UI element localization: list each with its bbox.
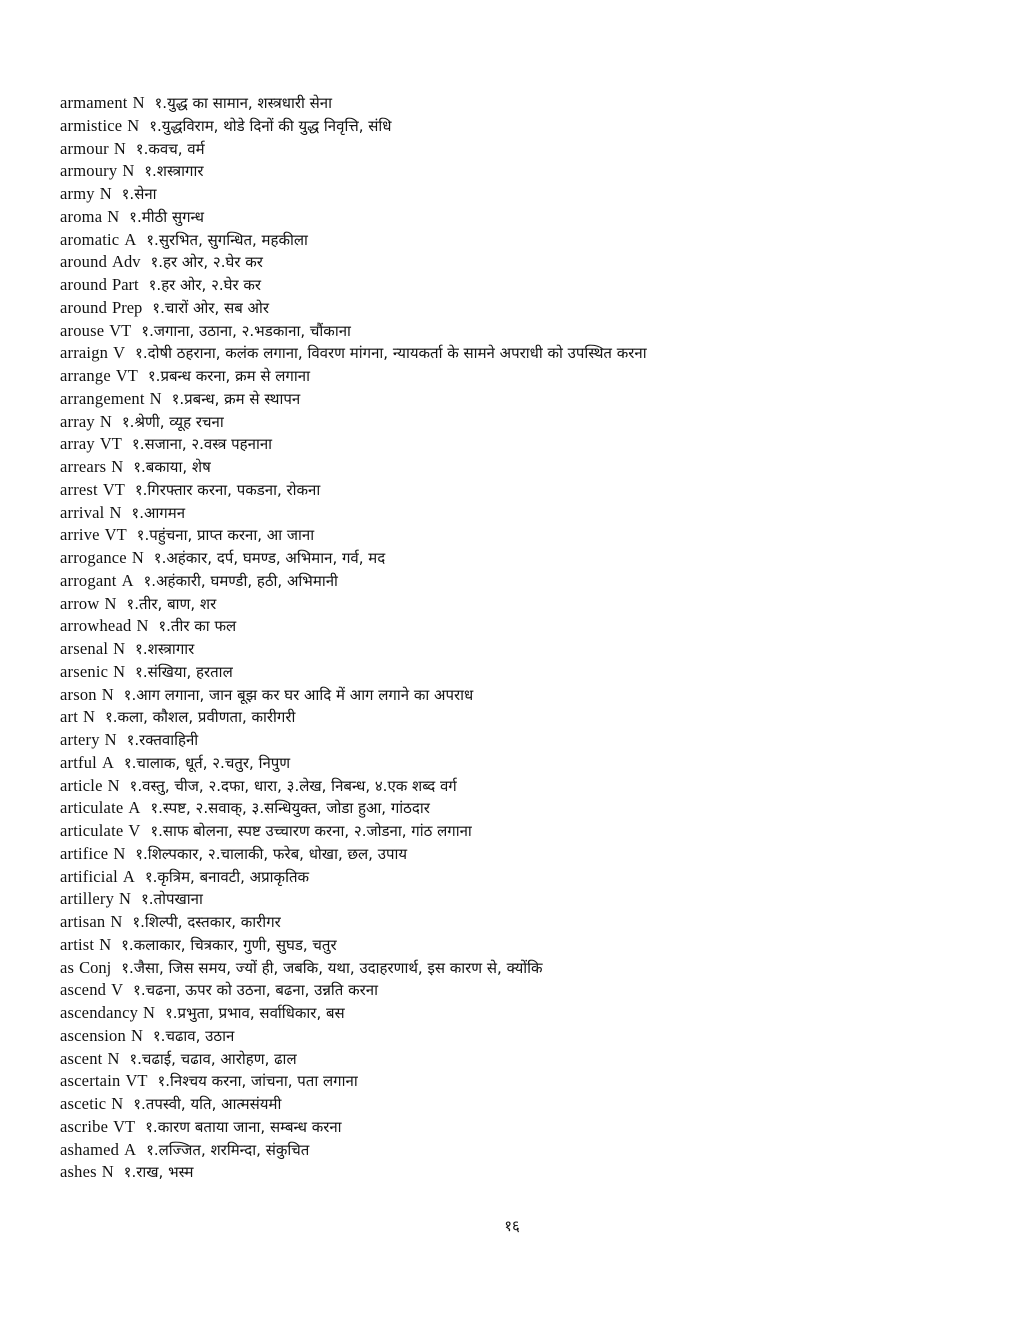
entry-part-of-speech: N — [132, 93, 145, 112]
entry-part-of-speech: A — [128, 798, 141, 818]
dictionary-entry — [60, 888, 980, 911]
entry-gloss: १.लज्जित, शरमिन्दा, संकुचित — [146, 1140, 310, 1159]
entry-gloss: १.कवच, वर्म — [135, 139, 205, 158]
entry-part-of-speech: N — [99, 184, 112, 203]
entry-part-of-speech: Prep — [112, 297, 143, 317]
dictionary-entry — [60, 1002, 980, 1025]
entry-part-of-speech: A — [121, 570, 134, 590]
entry-headword: articulate — [60, 798, 124, 818]
dictionary-entry — [60, 1093, 980, 1116]
entry-headword: aromatic — [60, 229, 120, 249]
entry-headword: arrears — [60, 457, 107, 476]
entry-gloss: १.मीठी सुगन्ध — [129, 207, 204, 226]
dictionary-entry — [60, 684, 980, 707]
entry-headword: artifice — [60, 843, 109, 863]
entry-part-of-speech: N — [131, 548, 144, 567]
entry-part-of-speech: VT — [115, 366, 138, 385]
entry-part-of-speech: N — [113, 661, 126, 681]
entry-gloss: १.चढाव, उठान — [152, 1026, 235, 1045]
entry-part-of-speech: N — [143, 1003, 155, 1022]
entry-list — [60, 92, 980, 1184]
entry-headword: article — [60, 775, 103, 795]
entry-gloss: १.दोषी ठहराना, कलंक लगाना, विवरण मांगना, न्यायकर्ता के सामने अपराधी को उपस्थित करना — [135, 344, 647, 363]
entry-headword: armistice — [60, 115, 123, 135]
entry-part-of-speech: VT — [99, 434, 122, 454]
entry-headword: artist — [60, 934, 95, 954]
entry-part-of-speech: A — [124, 229, 137, 249]
entry-headword: articulate — [60, 821, 124, 840]
dictionary-entry — [60, 388, 980, 411]
dictionary-entry — [60, 524, 980, 547]
entry-part-of-speech: VT — [109, 320, 132, 340]
entry-gloss: १.गिरफ्तार करना, पकडना, रोकना — [134, 480, 321, 499]
entry-part-of-speech: N — [104, 593, 117, 613]
entry-gloss: १.तीर का फल — [158, 617, 237, 636]
entry-headword: array — [60, 411, 95, 431]
entry-headword: ascribe — [60, 1116, 109, 1136]
entry-gloss: १.अहंकारी, घमण्डी, हठी, अभिमानी — [143, 571, 338, 590]
entry-headword: arrange — [60, 366, 111, 385]
entry-gloss: १.सुरभित, सुगन्धित, महकीला — [146, 230, 308, 249]
dictionary-entry — [60, 479, 980, 502]
entry-gloss: १.निश्चय करना, जांचना, पता लगाना — [157, 1072, 358, 1091]
dictionary-entry — [60, 820, 980, 843]
entry-part-of-speech: N — [101, 1162, 114, 1182]
entry-headword: arrangement — [60, 388, 145, 408]
dictionary-entry — [60, 365, 980, 388]
entry-part-of-speech: A — [124, 1139, 137, 1159]
entry-gloss: १.सेना — [121, 185, 157, 203]
dictionary-entry — [60, 183, 980, 206]
dictionary-entry — [60, 843, 980, 866]
entry-gloss: १.संखिया, हरताल — [135, 662, 233, 681]
entry-headword: arraign — [60, 343, 109, 363]
dictionary-entry — [60, 320, 980, 343]
entry-headword: around — [60, 275, 108, 294]
entry-part-of-speech: N — [136, 616, 149, 636]
entry-part-of-speech: N — [104, 730, 117, 749]
entry-headword: arrow — [60, 593, 100, 613]
dictionary-entry — [60, 979, 980, 1002]
dictionary-entry — [60, 661, 980, 684]
entry-gloss: १.तोपखाना — [140, 890, 203, 909]
entry-gloss: १.तपस्वी, यति, आत्मसंयमी — [133, 1095, 282, 1113]
dictionary-entry — [60, 957, 980, 980]
entry-headword: artery — [60, 730, 100, 749]
dictionary-entry — [60, 593, 980, 616]
dictionary-entry — [60, 297, 980, 320]
entry-gloss: १.कारण बताया जाना, सम्बन्ध करना — [145, 1117, 342, 1136]
dictionary-entry — [60, 342, 980, 365]
entry-part-of-speech: N — [113, 843, 126, 863]
dictionary-entry — [60, 206, 980, 229]
entry-headword: ascend — [60, 980, 107, 1000]
entry-part-of-speech: N — [109, 502, 122, 522]
entry-part-of-speech: N — [110, 912, 123, 931]
dictionary-entry — [60, 433, 980, 456]
dictionary-entry — [60, 729, 980, 752]
entry-gloss: १.प्रभुता, प्रभाव, सर्वाधिकार, बस — [164, 1004, 345, 1022]
dictionary-entry — [60, 115, 980, 138]
entry-part-of-speech: N — [113, 138, 126, 158]
entry-headword: ashes — [60, 1162, 97, 1182]
entry-headword: arrival — [60, 502, 105, 522]
entry-headword: art — [60, 707, 79, 727]
entry-headword: artificial — [60, 866, 118, 886]
entry-gloss: १.युद्धविराम, थोडे दिनों की युद्ध निवृत्ति, संधि — [149, 116, 392, 135]
entry-headword: arouse — [60, 320, 105, 340]
entry-part-of-speech: N — [113, 639, 126, 658]
entry-gloss: १.तीर, बाण, शर — [126, 594, 217, 613]
entry-headword: ascetic — [60, 1094, 107, 1113]
entry-headword: ascent — [60, 1048, 103, 1068]
entry-headword: arrogance — [60, 548, 127, 567]
entry-part-of-speech: N — [101, 684, 114, 704]
dictionary-entry — [60, 411, 980, 434]
entry-gloss: १.शिल्पी, दस्तकार, कारीगर — [132, 913, 281, 931]
entry-part-of-speech: A — [101, 752, 114, 772]
entry-gloss: १.पहुंचना, प्राप्त करना, आ जाना — [136, 526, 315, 545]
entry-headword: arrogant — [60, 570, 117, 590]
entry-part-of-speech: N — [107, 206, 120, 226]
entry-gloss: १.बकाया, शेष — [133, 458, 211, 476]
entry-gloss: १.साफ बोलना, स्पष्ट उच्चारण करना, २.जोडना, गांठ लगाना — [150, 822, 472, 840]
dictionary-entry — [60, 456, 980, 479]
entry-gloss: १.कृत्रिम, बनावटी, अप्राकृतिक — [144, 867, 310, 886]
entry-gloss: १.आगमन — [131, 503, 186, 522]
entry-gloss: १.चारों ओर, सब ओर — [152, 298, 270, 317]
entry-headword: arrowhead — [60, 616, 132, 636]
entry-gloss: १.प्रबन्ध, क्रम से स्थापन — [171, 389, 301, 408]
entry-part-of-speech: N — [107, 775, 120, 795]
entry-part-of-speech: N — [111, 1094, 124, 1113]
dictionary-entry — [60, 1025, 980, 1048]
entry-gloss: १.प्रबन्ध करना, क्रम से लगाना — [147, 367, 310, 385]
dictionary-entry — [60, 1139, 980, 1162]
entry-headword: army — [60, 184, 95, 203]
dictionary-entry — [60, 251, 980, 274]
entry-gloss: १.चढना, ऊपर को उठना, बढना, उन्नति करना — [133, 981, 378, 1000]
entry-headword: arrive — [60, 525, 100, 545]
entry-headword: armour — [60, 138, 109, 158]
dictionary-entry — [60, 638, 980, 661]
entry-gloss: १.हर ओर, २.घेर कर — [150, 253, 263, 272]
entry-gloss: १.कलाकार, चित्रकार, गुणी, सुघड, चतुर — [121, 935, 337, 954]
entry-headword: arrest — [60, 479, 98, 499]
entry-headword: around — [60, 252, 108, 272]
dictionary-entry — [60, 92, 980, 115]
entry-gloss: १.शस्त्रागार — [144, 162, 204, 181]
entry-headword: arson — [60, 684, 97, 704]
entry-part-of-speech: N — [119, 889, 131, 909]
dictionary-entry — [60, 1070, 980, 1093]
entry-part-of-speech: V — [111, 980, 124, 1000]
entry-gloss: १.कला, कौशल, प्रवीणता, कारीगरी — [104, 708, 296, 727]
entry-headword: ascendancy — [60, 1003, 139, 1022]
entry-part-of-speech: N — [149, 388, 162, 408]
entry-gloss: १.अहंकार, दर्प, घमण्ड, अभिमान, गर्व, मद — [153, 549, 386, 567]
entry-part-of-speech: N — [99, 934, 112, 954]
dictionary-entry — [60, 752, 980, 775]
dictionary-entry — [60, 138, 980, 161]
entry-gloss: १.हर ओर, २.घेर कर — [148, 276, 262, 294]
entry-gloss: १.शिल्पकार, २.चालाकी, फरेब, धोखा, छल, उपाय — [135, 844, 408, 863]
dictionary-entry — [60, 229, 980, 252]
dictionary-entry — [60, 1048, 980, 1071]
entry-headword: artisan — [60, 912, 106, 931]
entry-part-of-speech: Conj — [79, 957, 112, 977]
entry-part-of-speech: N — [130, 1025, 143, 1045]
dictionary-entry — [60, 866, 980, 889]
entry-gloss: १.वस्तु, चीज, २.दफा, धारा, ३.लेख, निबन्ध, ४.एक शब्द वर्ग — [129, 776, 457, 795]
entry-part-of-speech: N — [107, 1048, 120, 1068]
dictionary-entry — [60, 911, 980, 934]
entry-gloss: १.रक्तवाहिनी — [126, 731, 199, 749]
entry-part-of-speech: VT — [102, 479, 125, 499]
entry-part-of-speech: VT — [125, 1071, 148, 1091]
entry-part-of-speech: V — [128, 821, 141, 840]
entry-headword: armoury — [60, 161, 118, 181]
entry-headword: ashamed — [60, 1139, 120, 1159]
entry-part-of-speech: V — [113, 343, 126, 363]
entry-gloss: १.शस्त्रागार — [135, 640, 195, 658]
dictionary-entry — [60, 706, 980, 729]
entry-gloss: १.युद्ध का सामान, शस्त्रधारी सेना — [154, 94, 332, 112]
entry-gloss: १.सजाना, २.वस्त्र पहनाना — [131, 435, 273, 454]
entry-headword: arsenic — [60, 661, 109, 681]
entry-headword: artillery — [60, 889, 115, 909]
entry-headword: armament — [60, 93, 128, 112]
entry-headword: array — [60, 434, 95, 454]
entry-gloss: १.आग लगाना, जान बूझ कर घर आदि में आग लगाने का अपराध — [123, 685, 474, 704]
entry-part-of-speech: Part — [112, 275, 139, 294]
entry-headword: ascension — [60, 1025, 126, 1045]
entry-gloss: १.चढाई, चढाव, आरोहण, ढाल — [129, 1049, 297, 1068]
dictionary-entry — [60, 274, 980, 297]
dictionary-entry — [60, 1161, 980, 1184]
entry-part-of-speech: A — [122, 866, 135, 886]
entry-part-of-speech: N — [122, 161, 135, 181]
dictionary-entry — [60, 570, 980, 593]
entry-gloss: १.जगाना, उठाना, २.भडकाना, चौंकाना — [141, 321, 351, 340]
entry-part-of-speech: N — [99, 411, 112, 431]
entry-headword: aroma — [60, 206, 103, 226]
entry-gloss: १.चालाक, धूर्त, २.चतुर, निपुण — [123, 753, 291, 772]
dictionary-entry — [60, 775, 980, 798]
dictionary-entry — [60, 547, 980, 570]
dictionary-entry — [60, 615, 980, 638]
dictionary-entry — [60, 934, 980, 957]
entry-gloss: १.स्पष्ट, २.सवाक्, ३.सन्धियुक्त, जोडा हुआ, गांठदार — [150, 799, 430, 818]
entry-headword: arsenal — [60, 639, 109, 658]
dictionary-entry — [60, 797, 980, 820]
entry-headword: ascertain — [60, 1071, 121, 1091]
dictionary-entry — [60, 160, 980, 183]
entry-gloss: १.जैसा, जिस समय, ज्यों ही, जबकि, यथा, उदाहरणार्थ, इस कारण से, क्योंकि — [121, 958, 543, 977]
entry-headword: around — [60, 297, 108, 317]
entry-part-of-speech: N — [83, 707, 95, 727]
entry-part-of-speech: Adv — [112, 252, 141, 272]
page-number: १६ — [504, 1217, 520, 1235]
dictionary-entry — [60, 1116, 980, 1139]
entry-headword: artful — [60, 752, 97, 772]
entry-gloss: १.राख, भस्म — [123, 1163, 194, 1182]
entry-part-of-speech: VT — [104, 525, 127, 545]
entry-headword: as — [60, 957, 75, 977]
entry-part-of-speech: N — [127, 115, 140, 135]
entry-part-of-speech: N — [111, 457, 124, 476]
dictionary-entry — [60, 502, 980, 525]
entry-part-of-speech: VT — [113, 1116, 136, 1136]
entry-gloss: १.श्रेणी, व्यूह रचना — [121, 412, 224, 431]
